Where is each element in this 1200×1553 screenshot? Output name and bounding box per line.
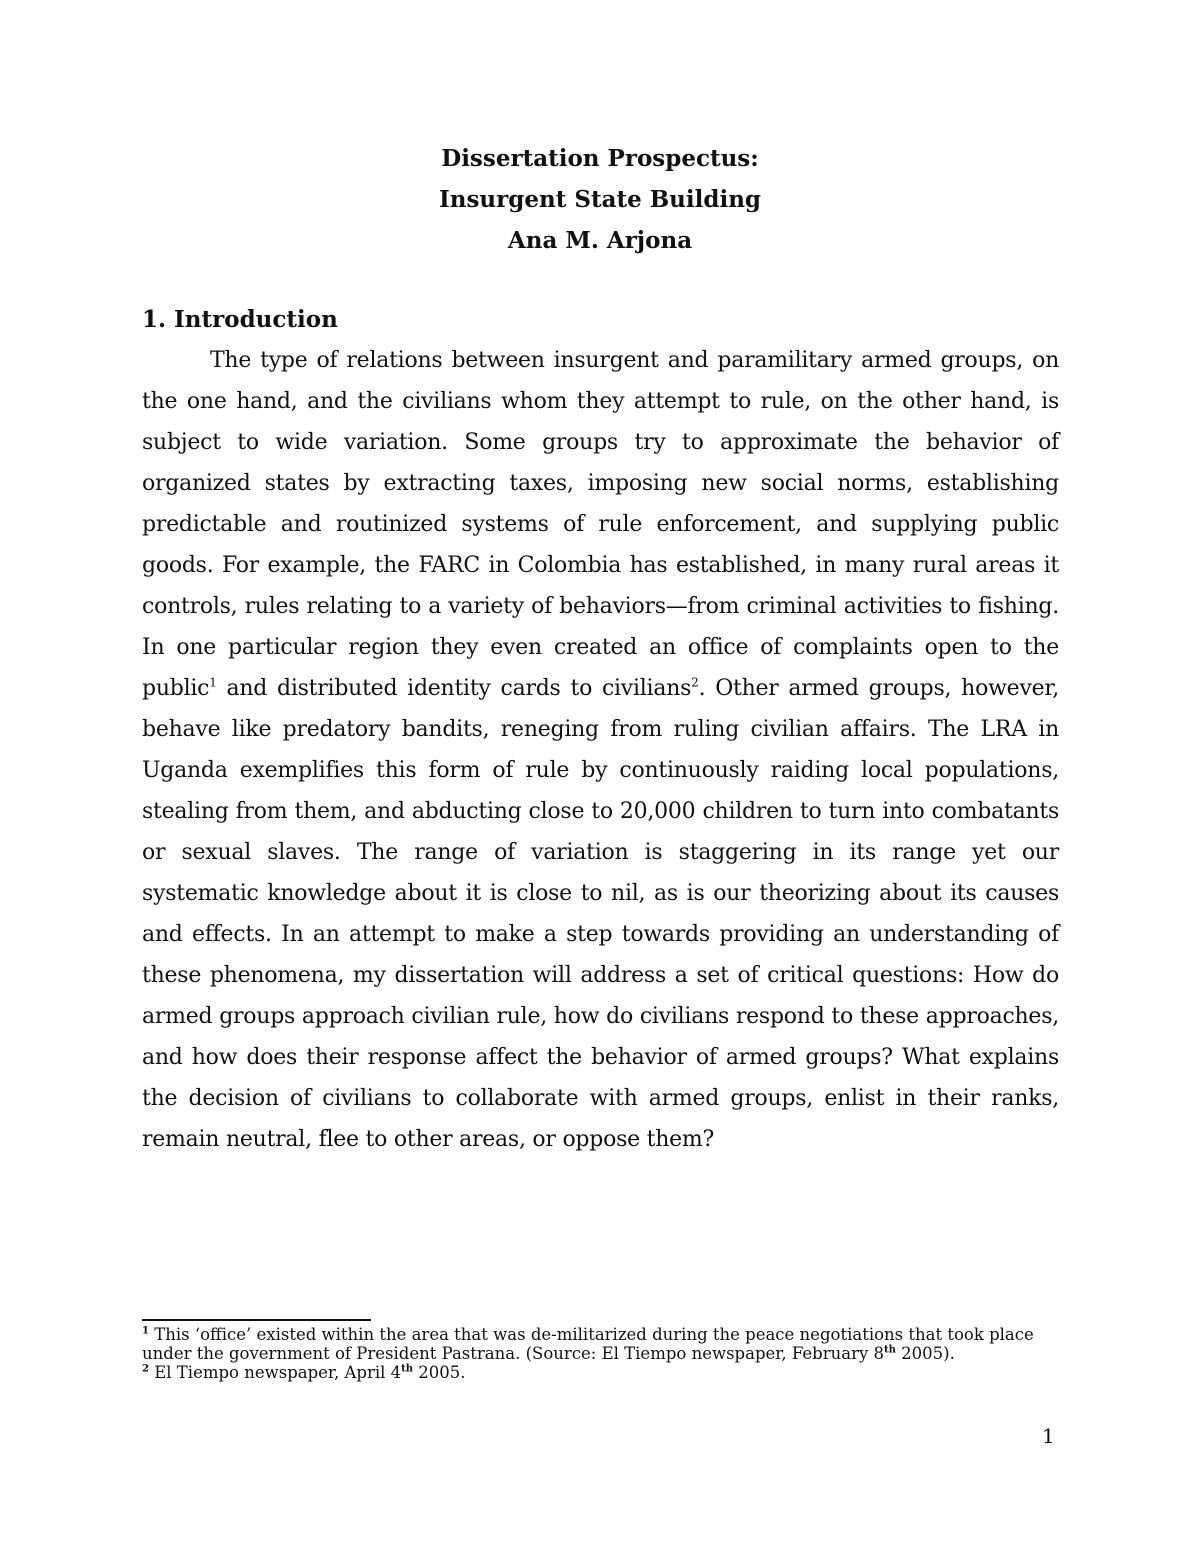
footnote-1-text-end: 2005). [895,1344,955,1363]
introduction-paragraph [142,340,1059,1160]
footnote-separator [142,1319,371,1321]
section-heading: 1. Introduction [142,306,338,333]
footnote-marker-2: 2 [142,1363,149,1375]
footnote-ref-2: 2 [691,675,699,690]
footnote-2 [142,1363,1072,1382]
footnote-1 [142,1325,1072,1363]
page-number: 1 [1042,1424,1055,1448]
footnotes [142,1325,1072,1382]
footnote-2-text-end: 2005. [413,1363,466,1382]
footnote-1-ordinal: th [884,1344,896,1356]
footnote-2-text: El Tiempo newspaper, April 4 [148,1363,402,1382]
document-subtitle: Insurgent State Building [439,186,761,213]
document-title: Dissertation Prospectus: [441,145,759,172]
footnote-1-text: This ‘office’ existed within the area that was de-militarized during the peace negotiations that took place under the government of President Pastrana. (Source: El Tiempo newspaper, February 8 [142,1325,1034,1363]
paragraph-text-1: The type of relations between insurgent and paramilitary armed groups, on the one hand, and the civilians whom they attempt to rule, on the other hand, is subject to wide variation. Some groups try to approximate the behavior of organized states by extracting taxes, imposing new social norms, establishing predictable and routinized systems of rule enforcement, and supplying public goods. For example, the FARC in Colombia has established, in many rural areas it controls, rules relating to a variety of behaviors—from criminal activities to fishing. In one particular region they even created an office of complaints open to the public [142,348,1059,701]
footnote-2-ordinal: th [401,1363,414,1375]
paragraph-text-3: . Other armed groups, however, behave like predatory bandits, reneging from ruling civilian affairs. The LRA in Uganda exemplifies this form of rule by continuously raiding local populations, stealing from them, and abducting close to 20,000 children to turn into combatants or sexual slaves. The range of variation is staggering in its range yet our systematic knowledge about it is close to nil, as is our theorizing about its causes and effects. In an attempt to make a step towards providing an understanding of these phenomena, my dissertation will address a set of critical questions: How do armed groups approach civilian rule, how do civilians respond to these approaches, and how does their response affect the behavior of armed groups? What explains the decision of civilians to collaborate with armed groups, enlist in their ranks, remain neutral, flee to other areas, or oppose them? [142,676,1059,1152]
footnote-ref-1: 1 [209,675,217,690]
footnote-marker-1: 1 [142,1325,149,1337]
author-name: Ana M. Arjona [507,227,693,254]
title-block [0,138,1200,261]
paragraph-text-2: and distributed identity cards to civilians [216,676,692,701]
